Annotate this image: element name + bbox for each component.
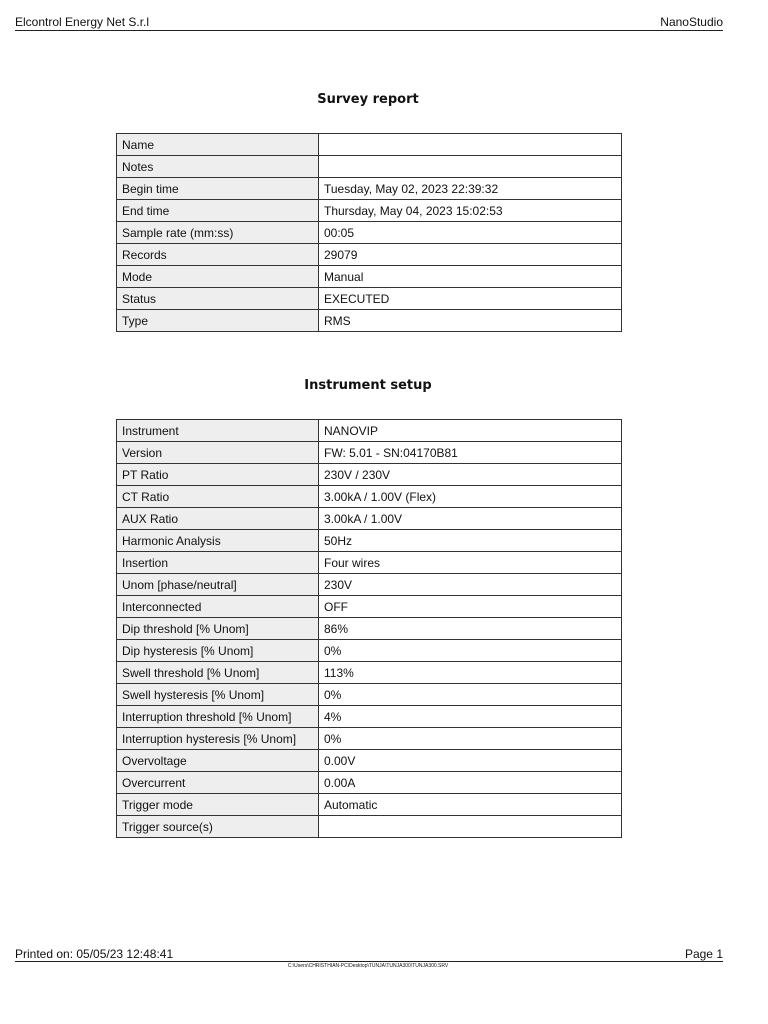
row-value — [319, 816, 622, 838]
row-label: Dip hysteresis [% Unom] — [117, 640, 319, 662]
row-value: 29079 — [319, 244, 622, 266]
table-row — [117, 288, 622, 310]
row-value: Thursday, May 04, 2023 15:02:53 — [319, 200, 622, 222]
row-label: PT Ratio — [117, 464, 319, 486]
table-row — [117, 310, 622, 332]
row-value: OFF — [319, 596, 622, 618]
row-value — [319, 134, 622, 156]
table-row — [117, 464, 622, 486]
survey-report-title: Survey report — [317, 92, 419, 107]
row-value: 00:05 — [319, 222, 622, 244]
table-row — [117, 618, 622, 640]
row-value: 230V / 230V — [319, 464, 622, 486]
table-row — [117, 134, 622, 156]
row-label: CT Ratio — [117, 486, 319, 508]
table-row — [117, 486, 622, 508]
table-row — [117, 420, 622, 442]
table-row — [117, 750, 622, 772]
row-label: Trigger source(s) — [117, 816, 319, 838]
row-label: Name — [117, 134, 319, 156]
row-label: Notes — [117, 156, 319, 178]
row-value: 0.00V — [319, 750, 622, 772]
row-label: Status — [117, 288, 319, 310]
row-value: Automatic — [319, 794, 622, 816]
table-row — [117, 706, 622, 728]
row-label: End time — [117, 200, 319, 222]
table-row — [117, 684, 622, 706]
row-label: Harmonic Analysis — [117, 530, 319, 552]
row-value: 0% — [319, 684, 622, 706]
table-row — [117, 200, 622, 222]
table-row — [117, 508, 622, 530]
row-value — [319, 156, 622, 178]
row-value: 113% — [319, 662, 622, 684]
instrument-setup-title: Instrument setup — [304, 378, 432, 393]
row-label: Insertion — [117, 552, 319, 574]
table-row — [117, 640, 622, 662]
file-path: C:\Users\CHRISTHIAN-PC\Desktop\TUNJA\TUNJA300\TUNJA300.SRV — [287, 963, 449, 969]
row-label: Instrument — [117, 420, 319, 442]
row-value: 86% — [319, 618, 622, 640]
table-row — [117, 794, 622, 816]
row-value: Manual — [319, 266, 622, 288]
row-label: Overvoltage — [117, 750, 319, 772]
row-label: Interruption threshold [% Unom] — [117, 706, 319, 728]
row-value: 4% — [319, 706, 622, 728]
row-value: 3.00kA / 1.00V — [319, 508, 622, 530]
survey-report-table — [116, 133, 622, 332]
row-value: 0% — [319, 728, 622, 750]
row-label: Mode — [117, 266, 319, 288]
row-label: Dip threshold [% Unom] — [117, 618, 319, 640]
row-value: 3.00kA / 1.00V (Flex) — [319, 486, 622, 508]
table-row — [117, 244, 622, 266]
row-label: AUX Ratio — [117, 508, 319, 530]
row-value: 0% — [319, 640, 622, 662]
row-label: Swell hysteresis [% Unom] — [117, 684, 319, 706]
row-label: Interruption hysteresis [% Unom] — [117, 728, 319, 750]
table-row — [117, 772, 622, 794]
header-divider — [15, 30, 723, 31]
app-name: NanoStudio — [660, 15, 723, 29]
table-row — [117, 442, 622, 464]
page-number: Page 1 — [684, 947, 723, 961]
row-label: Overcurrent — [117, 772, 319, 794]
printed-on-timestamp: Printed on: 05/05/23 12:48:41 — [15, 947, 174, 961]
row-label: Begin time — [117, 178, 319, 200]
row-label: Records — [117, 244, 319, 266]
row-label: Trigger mode — [117, 794, 319, 816]
table-row — [117, 574, 622, 596]
row-value: FW: 5.01 - SN:04170B81 — [319, 442, 622, 464]
row-label: Sample rate (mm:ss) — [117, 222, 319, 244]
row-value: NANOVIP — [319, 420, 622, 442]
table-row — [117, 530, 622, 552]
table-row — [117, 222, 622, 244]
table-row — [117, 728, 622, 750]
row-label: Interconnected — [117, 596, 319, 618]
instrument-setup-table — [116, 419, 622, 838]
row-value: RMS — [319, 310, 622, 332]
row-value: Four wires — [319, 552, 622, 574]
row-value: EXECUTED — [319, 288, 622, 310]
row-value: 50Hz — [319, 530, 622, 552]
row-label: Version — [117, 442, 319, 464]
row-label: Unom [phase/neutral] — [117, 574, 319, 596]
row-value: 230V — [319, 574, 622, 596]
table-row — [117, 178, 622, 200]
table-row — [117, 156, 622, 178]
company-name: Elcontrol Energy Net S.r.l — [15, 15, 150, 29]
table-row — [117, 662, 622, 684]
table-row — [117, 596, 622, 618]
row-value: Tuesday, May 02, 2023 22:39:32 — [319, 178, 622, 200]
row-value: 0.00A — [319, 772, 622, 794]
row-label: Swell threshold [% Unom] — [117, 662, 319, 684]
table-row — [117, 816, 622, 838]
footer-divider — [15, 961, 723, 962]
table-row — [117, 266, 622, 288]
table-row — [117, 552, 622, 574]
row-label: Type — [117, 310, 319, 332]
